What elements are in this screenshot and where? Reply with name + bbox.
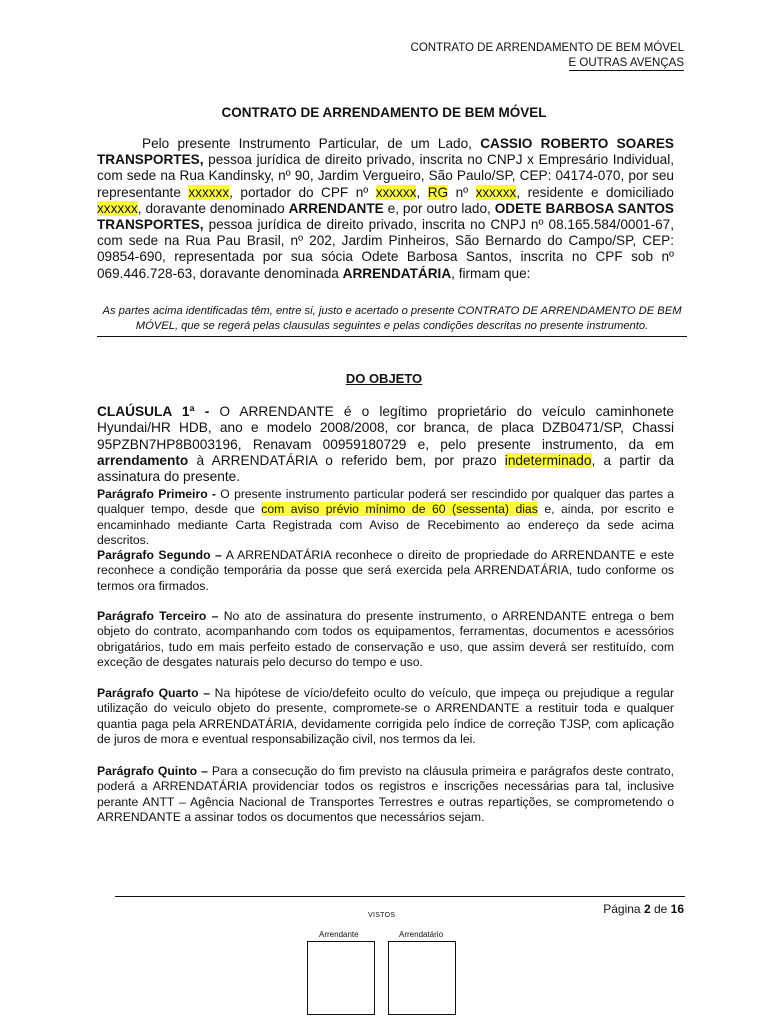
paragraph-first: Parágrafo Primeiro - O presente instrumento particular poderá ser rescindido por qualquer das partes a qualquer tempo, desde que com aviso prévio mínimo de 60 (sessenta) dias e, ainda, por escrito e encaminhado mediante Carta Registrada com Aviso de Recebimento ao endereço da sede acima descritos. (97, 487, 675, 547)
initials-box-arrendante (307, 941, 375, 1015)
paragraph-label: Parágrafo Terceiro – (97, 609, 219, 623)
page-number: Página 2 de 16 (603, 902, 684, 916)
initials-label-arrendatario: Arrendatário (399, 930, 444, 939)
highlight-rg: RG (427, 184, 449, 200)
paragraph-second: Parágrafo Segundo – A ARRENDATÁRIA reconhece o direito de propriedade do ARRENDANTE e este reconhece a condição temporária da posse que será exercida pela ARRENDATÁRIA, tudo conforme os termos ora firmados. (97, 548, 675, 593)
intro-paragraph: Pelo presente Instrumento Particular, de um Lado, CASSIO ROBERTO SOARES TRANSPORTES, pessoa jurídica de direito privado, inscrita no CNPJ x Empresário Individual, com sede na Rua Kandinsky, nº 90, Jardim Vergueiro, São Paulo/SP, CEP: 04174-070, por seu representante xxxxxx, portador do CPF nº xxxxxx, RG nº xxxxxx, residente e domiciliado xxxxxx, doravante denominado ARRENDANTE e, por outro lado, ODETE BARBOSA SANTOS TRANSPORTES, pessoa jurídica de direito privado, inscrita no CNPJ nº 08.165.584/0001-67, com sede na Rua Pau Brasil, nº 202, Jardim Pinheiros, São Bernardo do Campo/SP, CEP: 09854-690, representada por sua sócia Odete Barbosa Santos, inscrita no CPF sob nº 069.446.728-63, doravante denominada ARRENDATÁRIA, firmam que: (97, 136, 674, 281)
initials-label-arrendante: Arrendante (319, 930, 359, 939)
running-header-title: CONTRATO DE ARRENDAMENTO DE BEM MÓVEL (410, 42, 684, 54)
paragraph-fifth: Parágrafo Quinto – Para a consecução do fim previsto na cláusula primeira e parágrafos deste contrato, poderá a ARRENDATÁRIA providenciar todos os registros e inscrições necessárias para tal, inclusive perante ANTT – Agência Nacional de Transportes Terrestres e outras repartições, se comprometendo o ARRENDANTE a assinar todos os documentos que necessários sejam. (97, 764, 674, 824)
highlight-redacted: xxxxxx (97, 200, 138, 216)
paragraph-label: Parágrafo Segundo – (97, 548, 222, 562)
footer-divider (115, 896, 685, 897)
clause-label: CLAÚSULA 1ª - (97, 404, 210, 419)
highlight-redacted: xxxxxx (475, 184, 517, 200)
highlight-notice-period: com aviso prévio mínimo de 60 (sessenta) dias (261, 502, 538, 517)
highlight-redacted: xxxxxx (188, 184, 230, 200)
section-title-objeto: DO OBJETO (345, 371, 423, 386)
initials-box-arrendatario (388, 941, 456, 1015)
vistos-label: VISTOS (368, 912, 396, 919)
party-arrendataria-name: ODETE BARBOSA SANTOS TRANSPORTES, (97, 200, 674, 233)
document-title: CONTRATO DE ARRENDAMENTO DE BEM MÓVEL (221, 105, 547, 120)
paragraph-third: Parágrafo Terceiro – No ato de assinatura do presente instrumento, o ARRENDANTE entrega o bem objeto do contrato, acompanhando com todos os equipamentos, ferramentas, documentos e acessórios obrigatários, tudo em mais perfeito estado de conservação e uso, que assim deverá ser restituído, com exceção de desgates naturais pelo decurso do tempo e uso. (97, 609, 674, 669)
running-header-subtitle: E OUTRAS AVENÇAS (568, 57, 684, 69)
paragraph-fourth: Parágrafo Quarto – Na hipótese de vício/defeito oculto do veículo, que impeça ou prejudique a regular utilização do veiculo objeto do presente, compromete-se o ARRENDANTE a restituir toda e qualquer quantia paga pela ARRENDATÁRIA, devidamente corrigida pelo índice de correção TJSP, com aplicação de juros de mora e eventual responsabilização civil, nos termos da lei. (97, 686, 674, 746)
highlight-redacted: xxxxxx (375, 184, 417, 200)
paragraph-label: Parágrafo Quinto – (97, 764, 208, 778)
highlight-term: indeterminado (504, 452, 592, 468)
clause-1: CLAÚSULA 1ª - O ARRENDANTE é o legítimo proprietário do veículo caminhonete Hyundai/HR HDB, ano e modelo 2008/2008, cor branca, de placa DZB0471/SP, Chassi 95PZBN7HP8B003196, Renavam 00959180729 e, pelo presente instrumento, da em arrendamento à ARRENDATÁRIA o referido bem, por prazo indeterminado, a partir da assinatura do presente. (97, 404, 674, 485)
paragraph-label: Parágrafo Primeiro - (97, 487, 216, 501)
summary-statement: As partes acima identificadas têm, entre si, justo e acertado o presente CONTRATO DE ARRENDAMENTO DE BEM MÓVEL, que se regerá pelas clausulas seguintes e pelas condições descritas no presente instrumento. (97, 304, 687, 337)
party-arrendante-name: CASSIO ROBERTO SOARES TRANSPORTES, (97, 136, 674, 168)
paragraph-label: Parágrafo Quarto – (97, 686, 210, 700)
